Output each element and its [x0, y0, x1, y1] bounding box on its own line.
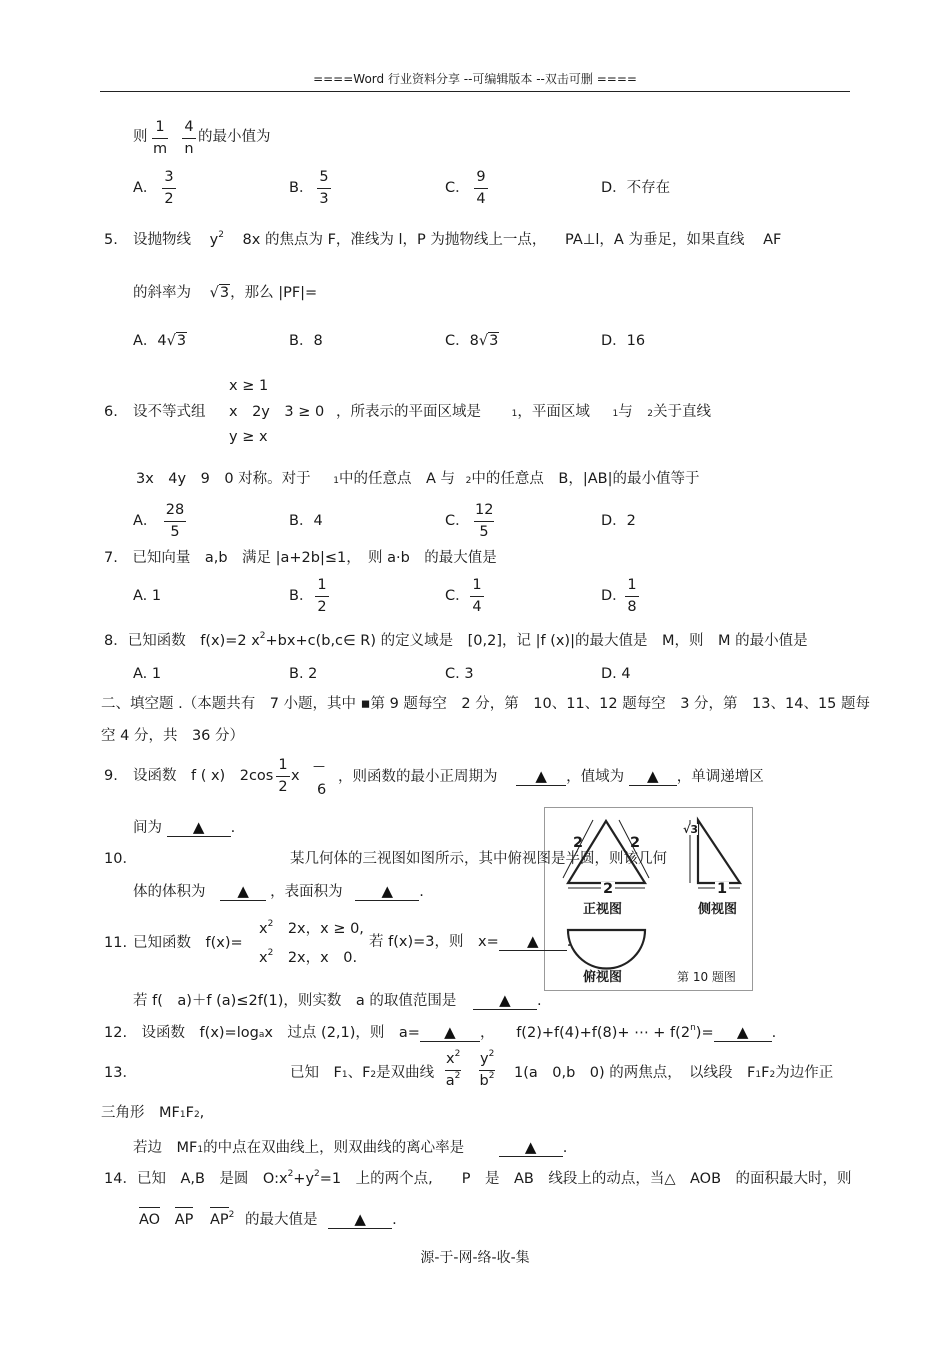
q6-number: 6.: [104, 404, 118, 420]
q9-x: x: [291, 768, 300, 784]
q13-blank-eccentricity[interactable]: ▲: [499, 1140, 563, 1157]
q4-option-b-label: B．: [289, 180, 314, 196]
q4-option-c: $\frac{9}{4}$: [474, 170, 488, 206]
q10-number: 10．: [104, 851, 137, 867]
q6-line1: ，所表示的平面区域是 1，平面区域 1与 2关于直线: [336, 404, 712, 420]
top-view-label: 俯视图: [583, 970, 623, 985]
q9-lead: 设函数 f ( x) 2cos: [133, 768, 274, 784]
q14-blank-max[interactable]: ▲: [328, 1212, 392, 1229]
q8-option-c: C. 3: [445, 666, 474, 682]
q10-blank-area[interactable]: ▲: [355, 884, 419, 901]
q11-lead: 已知函数 f(x)=: [133, 935, 243, 951]
q6-system-row2: x 2y 3 ≥ 0: [229, 404, 325, 420]
front-view-label: 正视图: [583, 902, 623, 917]
q6-line2: 3x 4y 9 0 对称。对于 1中的任意点 A 与 2中的任意点 B，|AB|的最小值等于: [136, 471, 700, 487]
q12-stem: 12. 设函数 f(x)=logax 过点 (2,1)，则 a= ▲ ， f(2)+f(4)+f(8)+ ⋯ + $f(2^n)=$ ▲ .: [104, 1023, 777, 1041]
q5-line1: 设抛物线 $y^2$ 8x 的焦点为 F，准线为 l，P 为抛物线上一点， PA⊥l，A 为垂足，如果直线 AF: [133, 230, 782, 248]
q4-option-c-label: C．: [445, 180, 470, 196]
q7-option-d-label: D．: [601, 588, 627, 604]
q11-number: 11.: [104, 935, 128, 951]
front-dim-left-label: 2: [573, 835, 584, 851]
q10-stem: 某几何体的三视图如图所示，其中俯视图是半圆，则该几何: [290, 851, 667, 867]
q9-number: 9.: [104, 768, 118, 784]
q5-number: 5.: [104, 232, 118, 248]
q9-line2: 间为 ▲ .: [133, 818, 236, 836]
q7-stem: 7. 已知向量 a,b 满足 |a+2b|≤1， 则 a·b 的最大值是: [104, 550, 497, 566]
q13-line3: 若边 MF1的中点在双曲线上，则双曲线的离心率是 ▲ .: [133, 1138, 568, 1156]
q7-option-b-label: B．: [289, 588, 314, 604]
side-dim-height-label: √3: [683, 823, 698, 836]
q4-frac-1: $\frac{1}{m}$: [152, 119, 168, 157]
side-view-label: 侧视图: [698, 902, 738, 917]
q13-line2: 三角形 MF1F2,: [101, 1105, 205, 1121]
q13-tail: 1(a 0,b 0) 的两焦点， 以线段 F1F2为边作正: [514, 1065, 834, 1081]
page-header: ====Word 行业资料分享 --可编辑版本 --双击可删 ====: [313, 72, 637, 86]
q4-option-a: $\frac{3}{2}$: [162, 170, 176, 206]
q11-case1: $x^2$ 2x，x ≥ 0,: [259, 919, 364, 937]
q9-six: 6: [317, 782, 327, 798]
q9-text: ，则函数的最小正周期为 ▲ ，值域为 ▲ ，单调递增区: [338, 767, 764, 785]
q14-vector-ap-sq: AP: [210, 1207, 229, 1228]
q6-system-row3: y ≥ x: [229, 429, 268, 445]
q7-option-a: A. 1: [133, 588, 162, 604]
front-dim-bottom-label: 2: [603, 881, 614, 897]
q6-option-c: $\frac{12}{5}$: [475, 502, 494, 540]
figure-three-views: [544, 807, 753, 991]
q7-option-d: $\frac{1}{8}$: [625, 578, 639, 614]
q8-option-a: A. 1: [133, 666, 162, 682]
front-dim-right-label: 2: [630, 835, 641, 851]
q4-option-b: $\frac{5}{3}$: [317, 170, 331, 206]
side-dim-base-label: 1: [717, 881, 728, 897]
q4-frac-2: $\frac{4}{n}$: [182, 120, 196, 156]
q14-line2: AO AP $AP^2$ 的最大值是 ▲ .: [139, 1212, 397, 1229]
figure-caption: 第 10 题图: [677, 970, 736, 984]
q9-blank-interval[interactable]: ▲: [167, 820, 231, 837]
header-rule: [100, 91, 850, 92]
q10-blank-volume[interactable]: ▲: [220, 884, 266, 901]
q4-option-d: D．不存在: [601, 180, 671, 196]
q9-dash: —: [313, 759, 325, 773]
page-footer: 源-于-网-络-收-集: [420, 1250, 530, 1266]
q6-option-b: B．4: [289, 513, 323, 529]
q4-prefix: 则: [133, 129, 148, 145]
section2-heading-line1: 二、填空题 .（本题共有 7 小题，其中 ▪第 9 题每空 2 分，第 10、11、12 题每空 3 分，第 13、14、15 题每: [101, 696, 871, 712]
q11-case2: $x^2$ 2x，x 0.: [259, 948, 358, 966]
q6-system-row1: x ≥ 1: [229, 378, 269, 394]
q14-vector-ap: AP: [175, 1207, 194, 1228]
q9-frac: $\frac{1}{2}$: [276, 758, 290, 794]
q9-blank-range[interactable]: ▲: [629, 769, 677, 786]
section2-heading-line2: 空 4 分，共 36 分）: [101, 728, 245, 744]
q6-option-a-label: A．: [133, 513, 158, 529]
q5-line2: 的斜率为 √3，那么 |PF|=: [133, 285, 318, 301]
q13-number: 13．: [104, 1065, 137, 1081]
q6-option-c-label: C．: [445, 513, 470, 529]
q13-lead: 已知 F1、F2是双曲线: [290, 1065, 435, 1081]
q5-option-a: A．4√3: [133, 333, 187, 349]
q10-line2: 体的体积为 ▲ ，表面积为 ▲ .: [133, 882, 424, 900]
q6-lead: 设不等式组: [133, 404, 206, 420]
q11-line2: 若 f( a)＋f (a)≤2f(1)，则实数 a 的取值范围是 ▲ .: [133, 991, 542, 1009]
q7-option-c: $\frac{1}{4}$: [470, 578, 484, 614]
q8-option-d: D. 4: [601, 666, 631, 682]
q6-option-a: $\frac{28}{5}$: [165, 502, 185, 540]
q6-option-d: D．2: [601, 513, 636, 529]
q14-stem: 14．已知 A,B 是圆 $O:x^2+y^2=1$ 上的两个点, P 是 AB 线段上的动点，当△ AOB 的面积最大时，则: [104, 1169, 852, 1187]
q12-blank-sum[interactable]: ▲: [714, 1025, 772, 1042]
top-view-shape: [568, 930, 645, 969]
q9-blank-period[interactable]: ▲: [516, 769, 566, 786]
q8-option-b: B. 2: [289, 666, 318, 682]
q11-blank-a-range[interactable]: ▲: [473, 993, 537, 1010]
q5-option-b: B．8: [289, 333, 323, 349]
q4-option-a-label: A．: [133, 180, 158, 196]
q5-option-c: C．8√3: [445, 333, 499, 349]
q13-frac-x: $\frac{x^2}{a^2}$: [445, 1049, 461, 1089]
q12-blank-a[interactable]: ▲: [420, 1025, 480, 1042]
q11-blank-x[interactable]: ▲: [499, 934, 567, 951]
q14-vector-ao: AO: [139, 1207, 160, 1228]
side-view-shape: [698, 820, 740, 883]
q13-frac-y: $\frac{y^2}{b^2}$: [479, 1049, 495, 1089]
q8-stem: 8．已知函数 f(x)=2 $x^2+bx+c(b,c\in$ R) 的定义域是 [0,2]，记 |f (x)|的最大值是 M，则 M 的最小值是: [104, 631, 808, 649]
q4-suffix: 的最小值为: [198, 129, 271, 145]
q7-option-c-label: C．: [445, 588, 470, 604]
q11-text: 若 f(x)=3，则 x= ▲ .: [369, 932, 572, 950]
q7-option-b: $\frac{1}{2}$: [315, 578, 329, 614]
q5-option-d: D．16: [601, 333, 646, 349]
